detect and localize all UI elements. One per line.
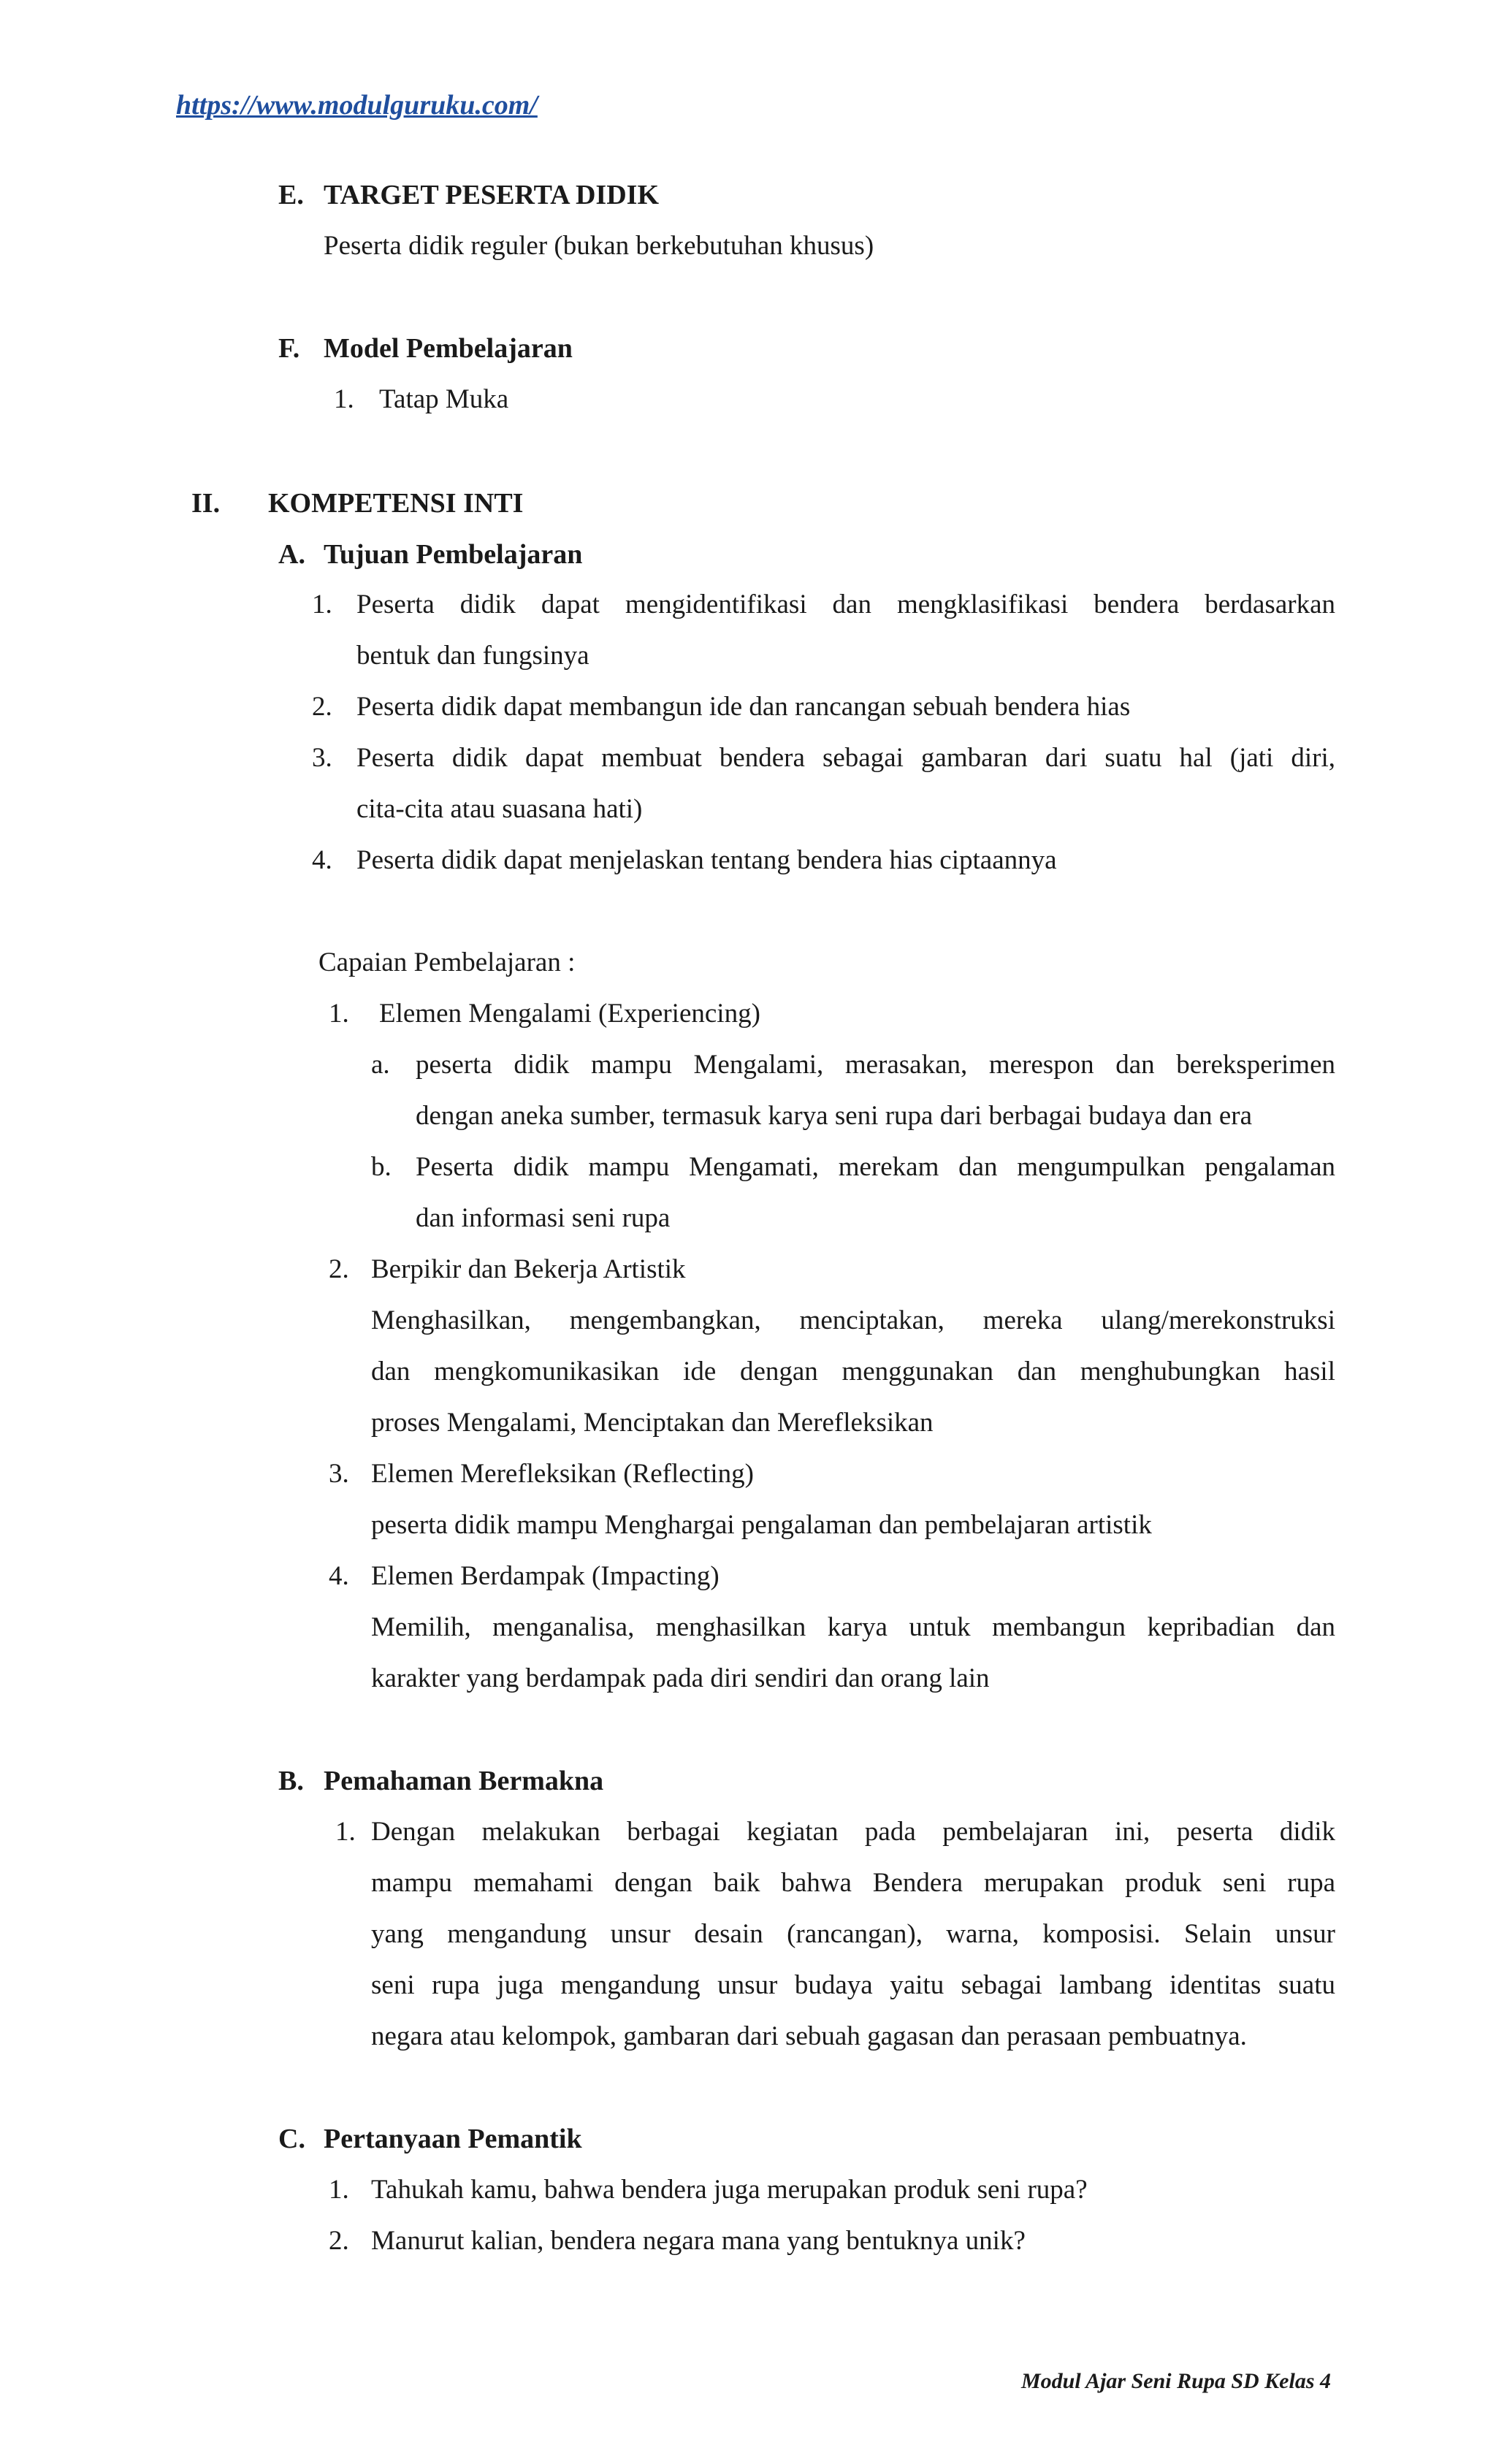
tujuan-item-4-line1: Peserta didik dapat menjelaskan tentang bendera hias ciptaannya xyxy=(356,845,1057,875)
section-c-label: C. xyxy=(278,2124,305,2154)
capaian-item-2-num: 2. xyxy=(329,1254,349,1284)
capaian-sub-b-letter: b. xyxy=(371,1152,392,1182)
section-ii-label: II. xyxy=(191,488,221,519)
tujuan-item-1-line1: Peserta didik dapat mengidentifikasi dan mengklasifikasi bendera berdasarkan xyxy=(356,590,1335,619)
tujuan-item-1-line2: bentuk dan fungsinya xyxy=(356,641,589,671)
capaian-item-4-line1: Memilih, menganalisa, menghasilkan karya untuk membangun kepribadian dan xyxy=(371,1612,1335,1642)
capaian-sub-a-line2: dengan aneka sumber, termasuk karya seni rupa dari berbagai budaya dan era xyxy=(416,1101,1253,1131)
tujuan-item-1-num: 1. xyxy=(312,590,332,619)
capaian-item-4-num: 4. xyxy=(329,1561,349,1591)
section-f-label: F. xyxy=(278,333,300,364)
tujuan-item-3-line2: cita-cita atau suasana hati) xyxy=(356,794,643,824)
capaian-item-1-title: Elemen Mengalami (Experiencing) xyxy=(379,999,760,1029)
capaian-sub-a-letter: a. xyxy=(371,1050,390,1080)
section-a-label: A. xyxy=(278,539,305,570)
section-f-item-num: 1. xyxy=(334,384,354,414)
capaian-item-2-line2: dan mengkomunikasikan ide dengan menggunakan dan menghubungkan hasil xyxy=(371,1357,1335,1387)
section-e-body: Peserta didik reguler (bukan berkebutuhan khusus) xyxy=(324,231,874,261)
capaian-item-1-num: 1. xyxy=(329,999,349,1029)
section-f-title: Model Pembelajaran xyxy=(324,333,573,364)
section-b-num: 1. xyxy=(335,1817,356,1847)
pemantik-item-2-text: Manurut kalian, bendera negara mana yang bentuknya unik? xyxy=(371,2226,1026,2256)
section-c-title: Pertanyaan Pemantik xyxy=(324,2124,582,2154)
capaian-item-2-line1: Menghasilkan, mengembangkan, menciptakan, mereka ulang/merekonstruksi xyxy=(371,1305,1335,1335)
capaian-item-2-line3: proses Mengalami, Menciptakan dan Merefleksikan xyxy=(371,1408,934,1438)
section-f-item-text: Tatap Muka xyxy=(379,384,509,414)
capaian-sub-b-line1: Peserta didik mampu Mengamati, merekam dan mengumpulkan pengalaman xyxy=(416,1152,1335,1182)
pemantik-item-1-num: 1. xyxy=(329,2175,349,2205)
section-b-line4: seni rupa juga mengandung unsur budaya yaitu sebagai lambang identitas suatu xyxy=(371,1970,1335,2000)
section-b-line1: Dengan melakukan berbagai kegiatan pada pembelajaran ini, peserta didik xyxy=(371,1817,1335,1847)
section-b-line2: mampu memahami dengan baik bahwa Bendera merupakan produk seni rupa xyxy=(371,1868,1335,1898)
pemantik-item-2-num: 2. xyxy=(329,2226,349,2256)
capaian-item-3-num: 3. xyxy=(329,1459,349,1489)
section-ii-title: KOMPETENSI INTI xyxy=(268,488,524,519)
section-b-line3: yang mengandung unsur desain (rancangan), warna, komposisi. Selain unsur xyxy=(371,1919,1335,1949)
capaian-item-4-title: Elemen Berdampak (Impacting) xyxy=(371,1561,720,1591)
header-url-link[interactable]: https://www.modulguruku.com/ xyxy=(176,90,538,121)
tujuan-item-3-num: 3. xyxy=(312,743,332,773)
section-e-label: E. xyxy=(278,180,304,210)
section-b-label: B. xyxy=(278,1766,304,1796)
section-e-title: TARGET PESERTA DIDIK xyxy=(324,180,660,210)
section-b-line5: negara atau kelompok, gambaran dari sebuah gagasan dan perasaan pembuatnya. xyxy=(371,2021,1247,2051)
tujuan-item-2-line1: Peserta didik dapat membangun ide dan rancangan sebuah bendera hias xyxy=(356,692,1131,722)
pemantik-item-1-text: Tahukah kamu, bahwa bendera juga merupakan produk seni rupa? xyxy=(371,2175,1088,2205)
tujuan-item-3-line1: Peserta didik dapat membuat bendera sebagai gambaran dari suatu hal (jati diri, xyxy=(356,743,1335,773)
capaian-sub-a-line1: peserta didik mampu Mengalami, merasakan, merespon dan bereksperimen xyxy=(416,1050,1335,1080)
capaian-item-3-line1: peserta didik mampu Menghargai pengalaman dan pembelajaran artistik xyxy=(371,1510,1152,1540)
footer-text: Modul Ajar Seni Rupa SD Kelas 4 xyxy=(1021,2369,1331,2393)
capaian-sub-b-line2: dan informasi seni rupa xyxy=(416,1203,671,1233)
section-a-title: Tujuan Pembelajaran xyxy=(324,539,583,570)
capaian-item-2-title: Berpikir dan Bekerja Artistik xyxy=(371,1254,686,1284)
tujuan-item-2-num: 2. xyxy=(312,692,332,722)
capaian-title: Capaian Pembelajaran : xyxy=(318,947,576,977)
capaian-item-3-title: Elemen Merefleksikan (Reflecting) xyxy=(371,1459,754,1489)
section-b-title: Pemahaman Bermakna xyxy=(324,1766,604,1796)
capaian-item-4-line2: karakter yang berdampak pada diri sendiri dan orang lain xyxy=(371,1663,990,1693)
tujuan-item-4-num: 4. xyxy=(312,845,332,875)
